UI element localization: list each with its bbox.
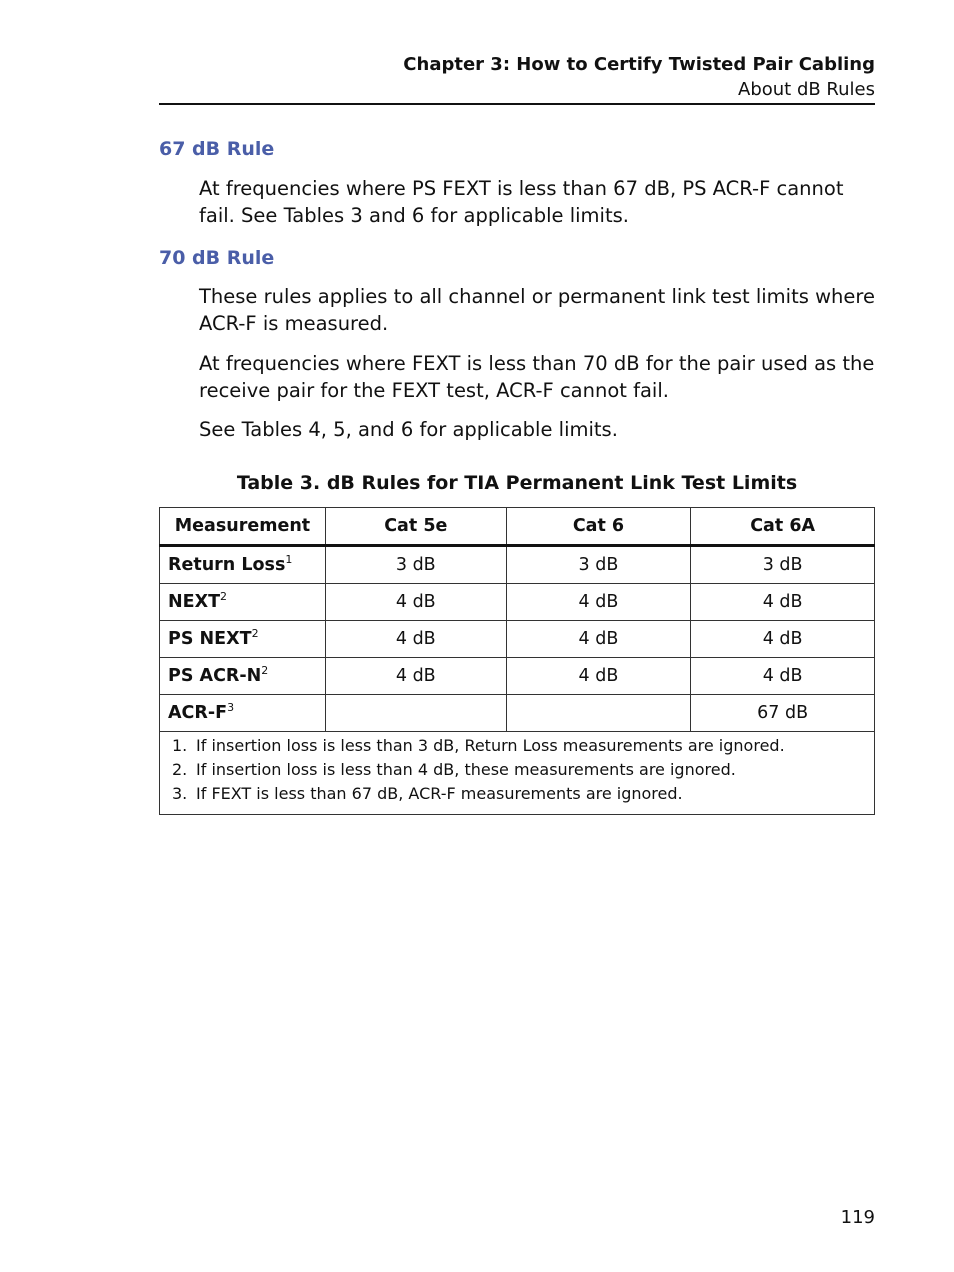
table-row (160, 584, 875, 621)
table-cell: 4 dB (506, 584, 691, 621)
table-cell (325, 695, 506, 732)
table-caption: Table 3. dB Rules for TIA Permanent Link Test Limits (236, 472, 798, 494)
row-label-text: PS ACR-N (168, 666, 262, 686)
table-cell: 3 dB (691, 546, 875, 584)
row-label-text: Return Loss (168, 555, 286, 575)
table-cell: 4 dB (506, 621, 691, 658)
table-cell: 4 dB (506, 658, 691, 695)
footnote-marker: 2 (261, 664, 269, 677)
footnote-number: 3. (172, 784, 188, 803)
footnote-number: 1. (172, 736, 188, 755)
footnote-marker: 2 (220, 590, 228, 603)
db-rules-table (159, 507, 875, 815)
footnote-text: If insertion loss is less than 4 dB, these measurements are ignored. (196, 760, 736, 779)
table-row (160, 621, 875, 658)
footnote (172, 758, 864, 782)
row-label-text: PS NEXT (168, 629, 252, 649)
table-cell: 67 dB (691, 695, 875, 732)
heading-67-db-rule: 67 dB Rule (159, 138, 275, 160)
footnote-number: 2. (172, 760, 188, 779)
table-cell: 4 dB (691, 658, 875, 695)
table-cell: 4 dB (691, 584, 875, 621)
paragraph-70-db-tables: See Tables 4, 5, and 6 for applicable limits. (199, 418, 618, 441)
row-label-next (160, 584, 326, 621)
footnote-marker: 3 (227, 701, 235, 714)
footnote-text: If insertion loss is less than 3 dB, Return Loss measurements are ignored. (196, 736, 785, 755)
row-label-acr-f (160, 695, 326, 732)
heading-70-db-rule: 70 dB Rule (159, 247, 275, 269)
footnote-marker: 2 (251, 627, 259, 640)
paragraph-67-db-rule: At frequencies where PS FEXT is less than 67 dB, PS ACR-F cannot fail. See Tables 3 and 6 for applicable limits. (199, 177, 844, 227)
row-label-text: NEXT (168, 592, 221, 612)
table-cell: 4 dB (691, 621, 875, 658)
table-cell: 3 dB (325, 546, 506, 584)
column-header-measurement: Measurement (160, 508, 326, 546)
table-notes-row (160, 732, 875, 815)
column-header-cat6a: Cat 6A (691, 508, 875, 546)
footnote (172, 734, 864, 758)
table-cell: 3 dB (506, 546, 691, 584)
section-title: About dB Rules (738, 79, 875, 100)
footnote (172, 782, 864, 806)
table-row (160, 546, 875, 584)
table-cell: 4 dB (325, 658, 506, 695)
footnote-text: If FEXT is less than 67 dB, ACR-F measurements are ignored. (196, 784, 683, 803)
paragraph-70-db-fext: At frequencies where FEXT is less than 70 dB for the pair used as the receive pair for the FEXT test, ACR-F cannot fail. (199, 352, 875, 402)
running-header (159, 52, 875, 102)
table-cell: 4 dB (325, 584, 506, 621)
table-header-row (160, 508, 875, 546)
table-cell: 4 dB (325, 621, 506, 658)
paragraph-70-db-scope: These rules applies to all channel or permanent link test limits where ACR-F is measured. (199, 285, 875, 335)
table-footnotes (160, 732, 875, 815)
row-label-return-loss (160, 546, 326, 584)
row-label-ps-next (160, 621, 326, 658)
table-cell (506, 695, 691, 732)
chapter-title: Chapter 3: How to Certify Twisted Pair Cabling (403, 54, 875, 75)
column-header-cat6: Cat 6 (506, 508, 691, 546)
row-label-text: ACR-F (168, 703, 228, 723)
footnote-marker: 1 (285, 553, 293, 566)
page-number: 119 (840, 1207, 875, 1228)
table-row (160, 658, 875, 695)
column-header-cat5e: Cat 5e (325, 508, 506, 546)
row-label-ps-acr-n (160, 658, 326, 695)
header-divider (159, 103, 875, 105)
table-row (160, 695, 875, 732)
